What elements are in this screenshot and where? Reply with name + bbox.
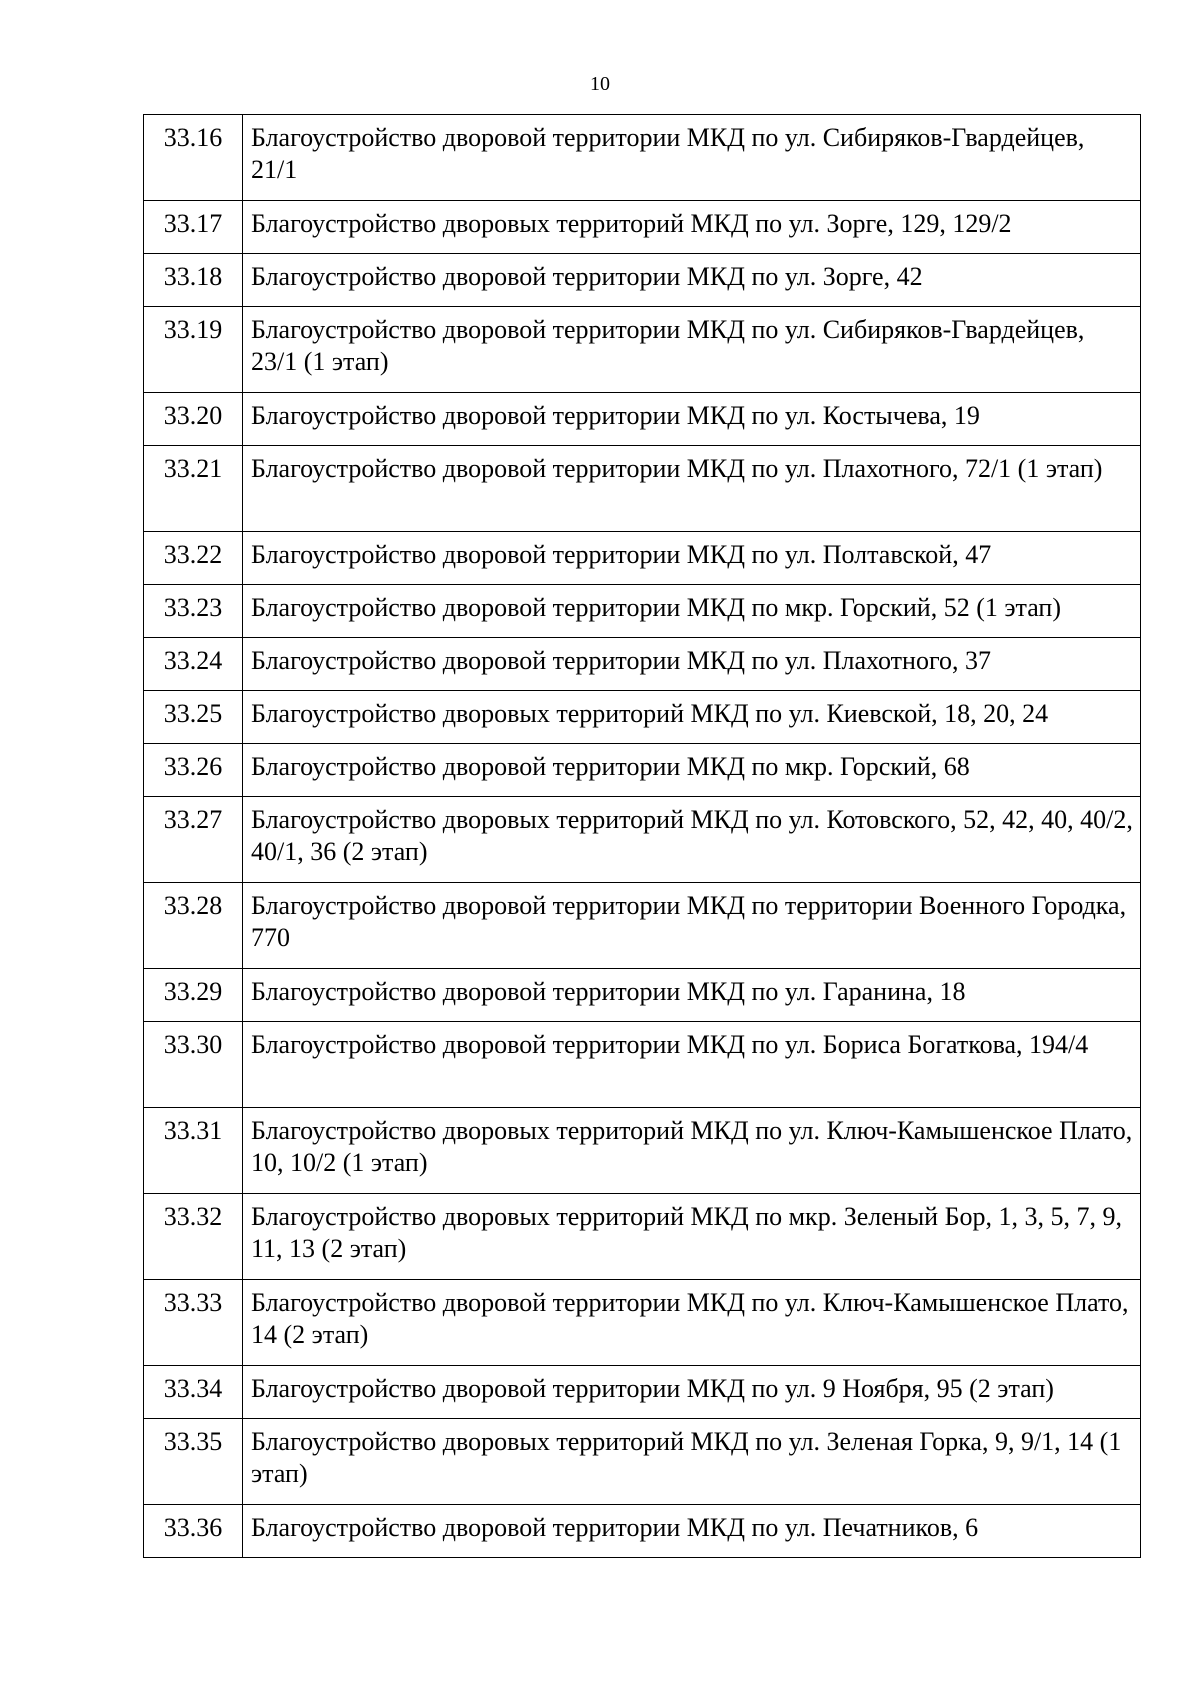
table-row: [144, 532, 1141, 585]
row-number-cell: 33.33: [144, 1280, 243, 1366]
row-number-cell: 33.35: [144, 1419, 243, 1505]
table-row: [144, 883, 1141, 969]
row-number-cell: 33.34: [144, 1366, 243, 1419]
row-number-cell: 33.17: [144, 201, 243, 254]
row-number-cell: 33.32: [144, 1194, 243, 1280]
row-description-cell: Благоустройство дворовой территории МКД по ул. Полтавской, 47: [243, 532, 1141, 585]
row-description-cell: Благоустройство дворовой территории МКД по территории Военного Городка, 770: [243, 883, 1141, 969]
row-description-cell: Благоустройство дворовых территорий МКД по ул. Ключ-Камышенское Плато, 10, 10/2 (1 этап): [243, 1108, 1141, 1194]
row-number-cell: 33.20: [144, 393, 243, 446]
table-row: [144, 969, 1141, 1022]
table-row: [144, 393, 1141, 446]
row-description-cell: Благоустройство дворовых территорий МКД по ул. Котовского, 52, 42, 40, 40/2, 40/1, 36 (2 этап): [243, 797, 1141, 883]
row-description-cell: Благоустройство дворовых территорий МКД по ул. Киевской, 18, 20, 24: [243, 691, 1141, 744]
table-row: [144, 1194, 1141, 1280]
row-number-cell: 33.22: [144, 532, 243, 585]
table-row: [144, 585, 1141, 638]
row-description-cell: Благоустройство дворовой территории МКД по ул. Сибиряков-Гвардейцев, 21/1: [243, 115, 1141, 201]
table-row: [144, 797, 1141, 883]
table-row: [144, 1108, 1141, 1194]
table-row: [144, 744, 1141, 797]
row-description-cell: Благоустройство дворовой территории МКД по ул. Печатников, 6: [243, 1505, 1141, 1558]
row-number-cell: 33.24: [144, 638, 243, 691]
row-number-cell: 33.29: [144, 969, 243, 1022]
row-number-cell: 33.23: [144, 585, 243, 638]
row-number-cell: 33.27: [144, 797, 243, 883]
table-row: [144, 201, 1141, 254]
row-description-cell: Благоустройство дворовой территории МКД по ул. Сибиряков-Гвардейцев, 23/1 (1 этап): [243, 307, 1141, 393]
table-row: [144, 691, 1141, 744]
table-row: [144, 1419, 1141, 1505]
row-number-cell: 33.31: [144, 1108, 243, 1194]
row-description-cell: Благоустройство дворовых территорий МКД по мкр. Зеленый Бор, 1, 3, 5, 7, 9, 11, 13 (2 этап): [243, 1194, 1141, 1280]
row-description-cell: Благоустройство дворовой территории МКД по ул. Ключ-Камышенское Плато, 14 (2 этап): [243, 1280, 1141, 1366]
table-row: [144, 1505, 1141, 1558]
row-description-cell: Благоустройство дворовых территорий МКД по ул. Зеленая Горка, 9, 9/1, 14 (1 этап): [243, 1419, 1141, 1505]
table-row: [144, 446, 1141, 532]
table-row: [144, 254, 1141, 307]
row-description-cell: Благоустройство дворовой территории МКД по ул. Плахотного, 72/1 (1 этап): [243, 446, 1141, 532]
table-row: [144, 1366, 1141, 1419]
row-number-cell: 33.16: [144, 115, 243, 201]
row-description-cell: Благоустройство дворовой территории МКД по ул. 9 Ноября, 95 (2 этап): [243, 1366, 1141, 1419]
row-number-cell: 33.36: [144, 1505, 243, 1558]
row-description-cell: Благоустройство дворовой территории МКД по ул. Бориса Богаткова, 194/4: [243, 1022, 1141, 1108]
row-description-cell: Благоустройство дворовой территории МКД по ул. Костычева, 19: [243, 393, 1141, 446]
row-number-cell: 33.25: [144, 691, 243, 744]
table-row: [144, 1022, 1141, 1108]
row-number-cell: 33.28: [144, 883, 243, 969]
row-description-cell: Благоустройство дворовой территории МКД по ул. Плахотного, 37: [243, 638, 1141, 691]
table-row: [144, 115, 1141, 201]
row-number-cell: 33.26: [144, 744, 243, 797]
row-description-cell: Благоустройство дворовой территории МКД по ул. Зорге, 42: [243, 254, 1141, 307]
row-number-cell: 33.30: [144, 1022, 243, 1108]
row-description-cell: Благоустройство дворовых территорий МКД по ул. Зорге, 129, 129/2: [243, 201, 1141, 254]
table-row: [144, 638, 1141, 691]
row-number-cell: 33.18: [144, 254, 243, 307]
row-description-cell: Благоустройство дворовой территории МКД по ул. Гаранина, 18: [243, 969, 1141, 1022]
works-table-body: [144, 115, 1141, 1558]
row-number-cell: 33.21: [144, 446, 243, 532]
row-number-cell: 33.19: [144, 307, 243, 393]
works-table: [143, 114, 1141, 1558]
page-number: 10: [590, 73, 610, 95]
row-description-cell: Благоустройство дворовой территории МКД по мкр. Горский, 52 (1 этап): [243, 585, 1141, 638]
row-description-cell: Благоустройство дворовой территории МКД по мкр. Горский, 68: [243, 744, 1141, 797]
table-row: [144, 307, 1141, 393]
table-row: [144, 1280, 1141, 1366]
